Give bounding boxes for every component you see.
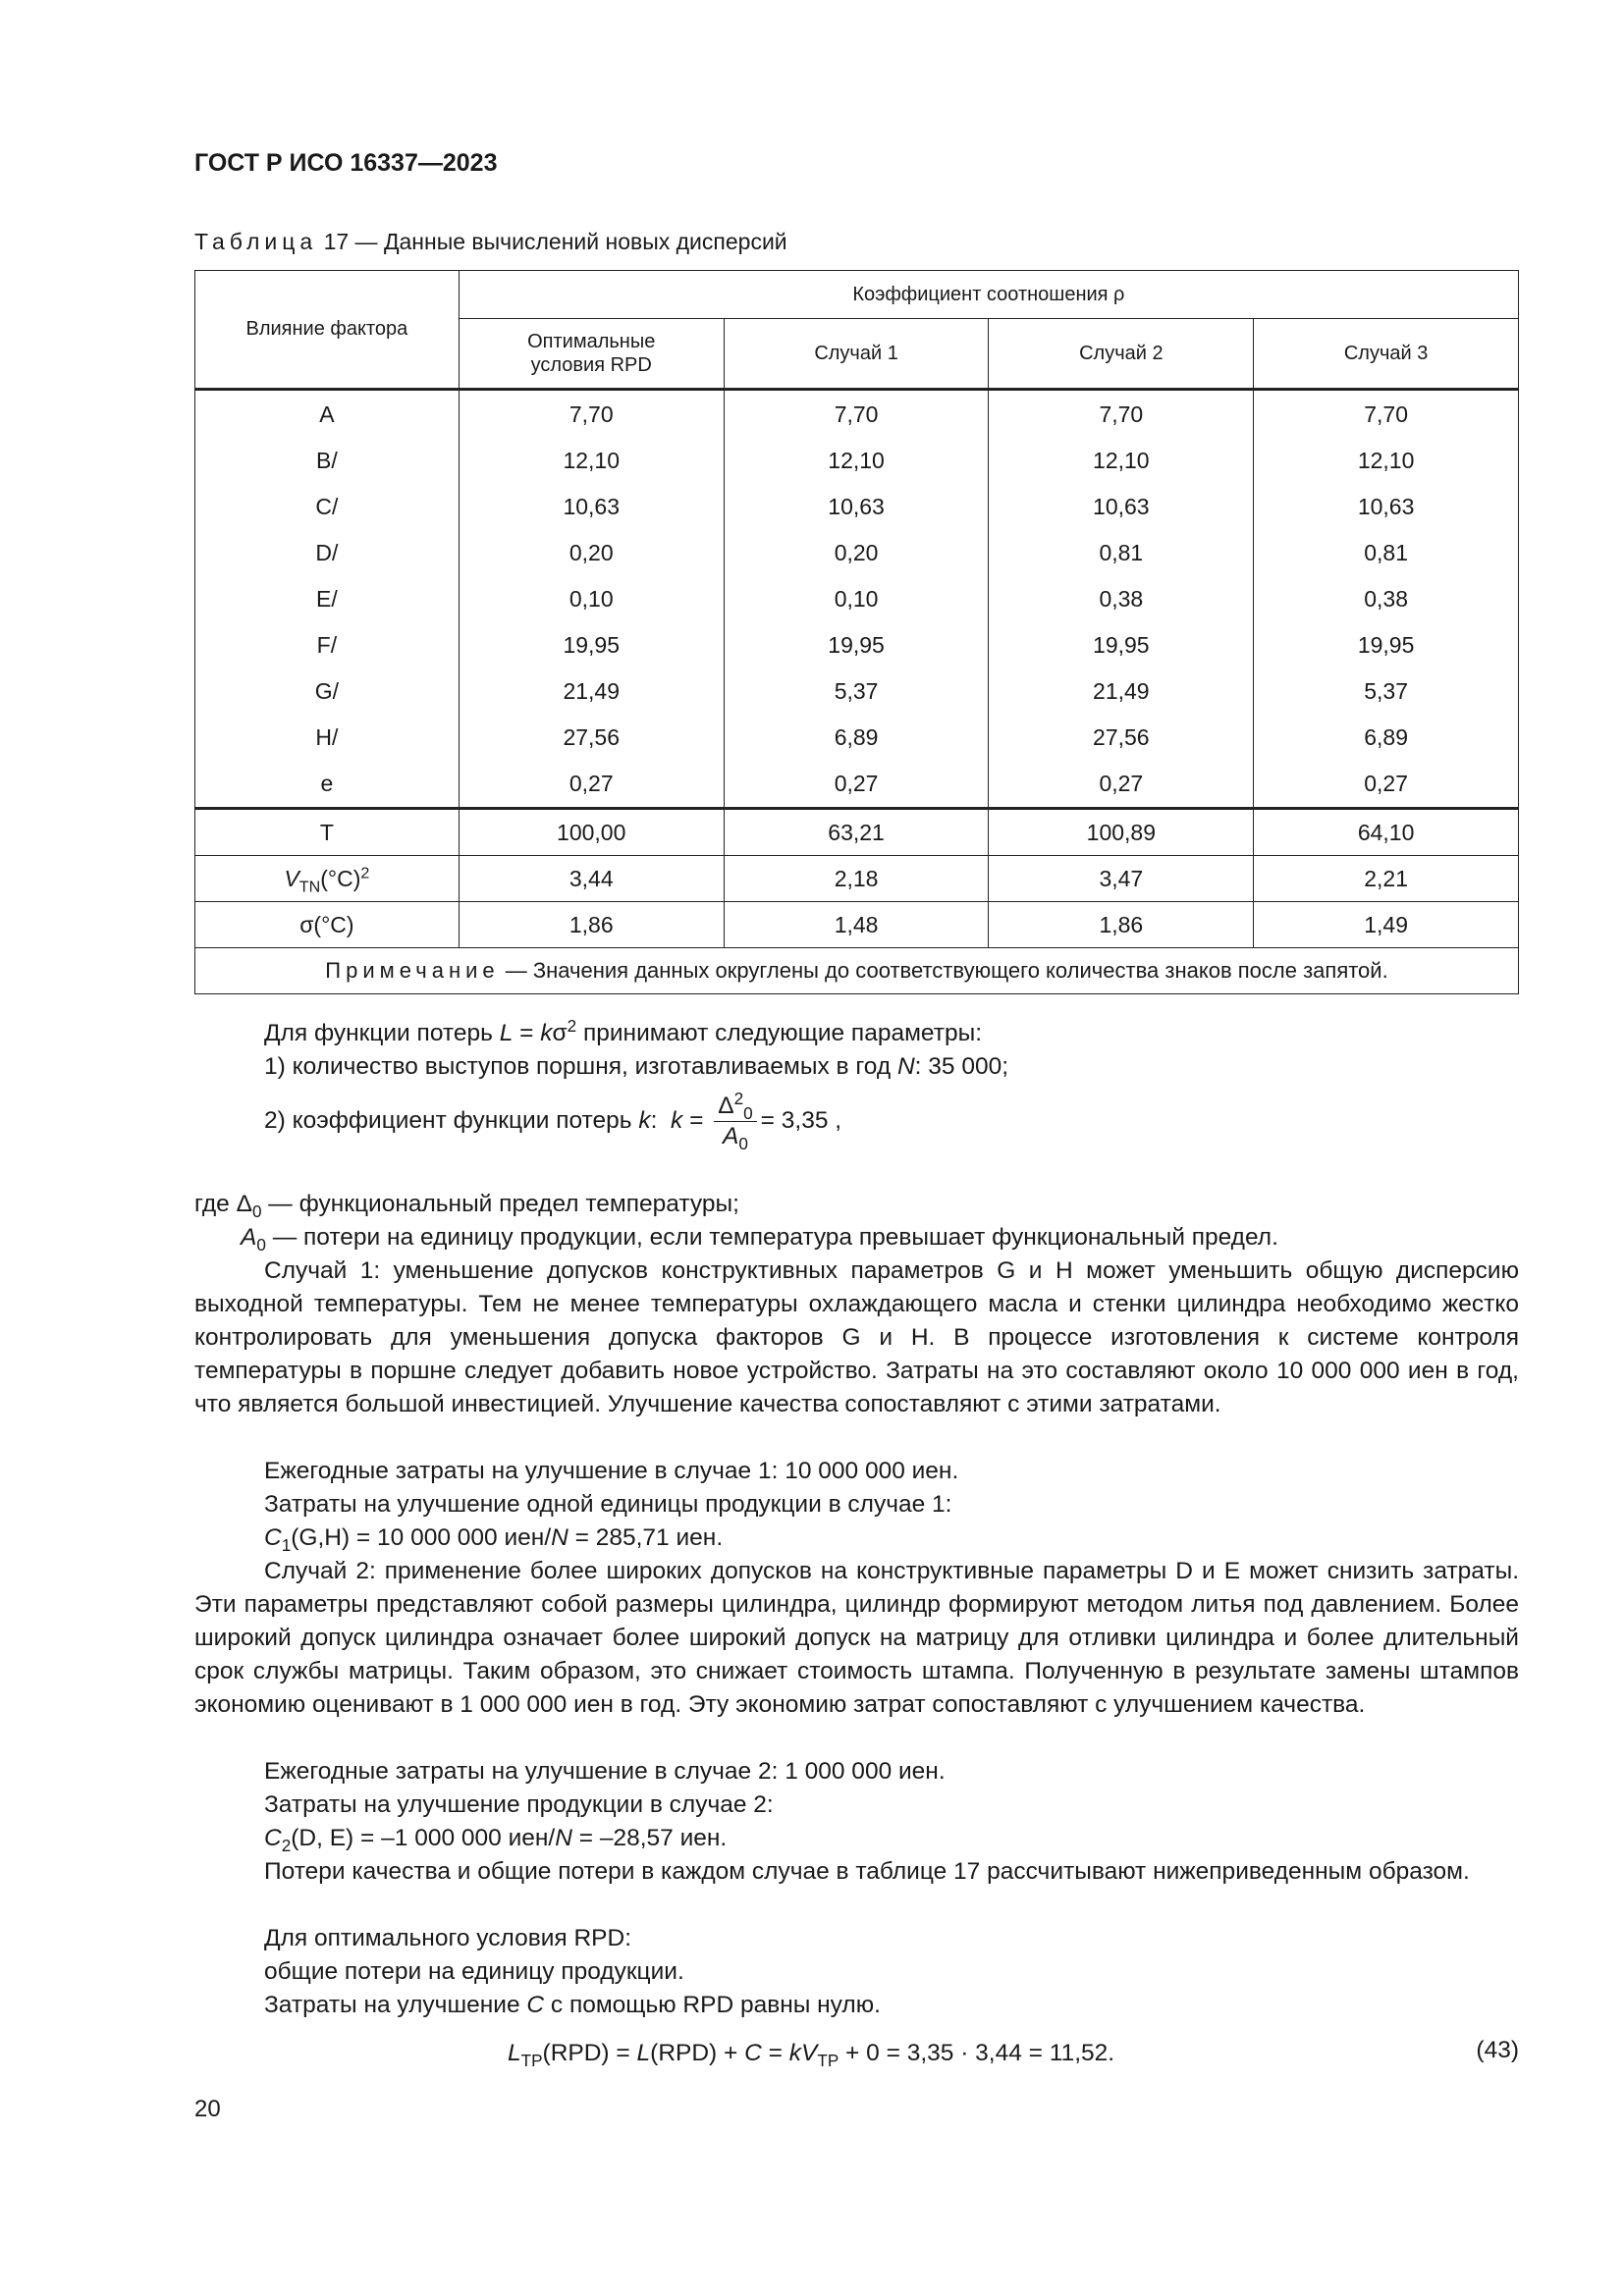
value-cell: 7,70 (1254, 390, 1519, 439)
value-cell: 1,49 (1254, 902, 1519, 948)
page-number: 20 (194, 2096, 221, 2122)
value-cell: 0,27 (1254, 761, 1519, 809)
value-cell: 10,63 (459, 484, 724, 530)
quality-loss-paragraph: Потери качества и общие потери в каждом случае в таблице 17 рассчитывают нижеприведенным образом. (264, 1858, 1470, 1885)
text-fragment: = (761, 2040, 789, 2066)
col-header-group: Коэффициент соотношения ρ (459, 271, 1518, 319)
value-cell: 1,86 (459, 902, 724, 948)
text-fragment: + 0 = 3,35 · 3,44 = 11,52. (839, 2040, 1115, 2066)
case2-unit-cost: Затраты на улучшение продукции в случае 2: (264, 1791, 774, 1818)
value-cell: 0,20 (459, 530, 724, 576)
value-cell: 12,10 (989, 438, 1254, 484)
col-header-case2: Случай 2 (989, 319, 1254, 390)
text-fragment: Для функции потерь (264, 1020, 500, 1046)
value-cell: 12,10 (459, 438, 724, 484)
table-row (195, 715, 1519, 761)
table-row-total (195, 809, 1519, 856)
value-cell: 7,70 (459, 390, 724, 439)
optimal-intro: Для оптимального условия RPD: (264, 1925, 632, 1951)
value-cell: 7,70 (989, 390, 1254, 439)
value-cell: 12,10 (1254, 438, 1519, 484)
table-row (195, 438, 1519, 484)
note-text: — Значения данных округлены до соответствующего количества знаков после запятой. (499, 958, 1388, 983)
text-fragment: = –28,57 иен. (571, 1825, 728, 1851)
value-cell: 0,81 (989, 530, 1254, 576)
value-cell: 6,89 (1254, 715, 1519, 761)
text-fragment: (RPD) = (542, 2040, 637, 2066)
factor-cell: F/ (195, 622, 460, 668)
text-fragment: = 3,35 , (760, 1106, 842, 1134)
param-item-2: 2) коэффициент функции потерь k: k = $\frac{\Delta^2_0}{A_0}$ = 3,35 , (264, 1088, 842, 1153)
case1-paragraph: Случай 1: уменьшение допусков конструктивных параметров G и H может уменьшить общую дисперсию выходной температуры. Тем не менее температуры охлаждающего масла и стенки цилиндра необходимо жестко контролировать для уменьшения допуска факторов G и H. В процессе изготовления к системе контроля температуры в поршне следует добавить новое устройство. Затраты на это составляют около 10 000 000 иен в год, что является большой инвестицией. Улучшение качества сопоставляют с этими затратами. (194, 1257, 1519, 1417)
value-cell: 0,38 (989, 576, 1254, 622)
case1-formula: $C_1(G,H) = 10$ 000 000 иен/N = 285,71 иен. (264, 1524, 724, 1555)
factor-cell: D/ (195, 530, 460, 576)
factor-cell: G/ (195, 668, 460, 715)
value-cell: 0,20 (724, 530, 989, 576)
factor-cell-vtn (195, 856, 460, 902)
table-caption-rest: 17 — Данные вычислений новых дисперсий (317, 229, 787, 254)
value-cell: 3,47 (989, 856, 1254, 902)
text-fragment: (G,H) = 10 000 000 иен/ (291, 1524, 552, 1551)
case2-paragraph: Случай 2: применение более широких допусков на конструктивные параметры D и E может снизить затраты. Эти параметры представляют собой размеры цилиндра, цилиндр формируют методом литья под давлением. Более широкий допуск цилиндра означает более широкий допуск на матрицу для отливки цилиндра и более длительный срок службы матрицы. Таким образом, это снижает стоимость штампа. Полученную в результате замены штампов экономию оценивают в 1 000 000 иен в год. Эту экономию затрат сопоставляют с улучшением качества. (194, 1558, 1519, 1718)
case1-annual-cost: Ежегодные затраты на улучшение в случае 1: 10 000 000 иен. (264, 1458, 959, 1484)
table-row (195, 622, 1519, 668)
value-cell: 12,10 (724, 438, 989, 484)
table-row (195, 668, 1519, 715)
factor-cell: T (195, 809, 460, 856)
k-fraction: $\frac{\Delta^2_0}{A_0}$ (714, 1092, 756, 1151)
param-item-1: 1) количество выступов поршня, изготавливаемых в год N: 35 000; (264, 1053, 1008, 1080)
text-fragment: 2) коэффициент функции потерь (264, 1106, 639, 1134)
equation-43: $L_{TP}(RPD) = L(RPD) + C = kV_{TP} + 0 = 3,35 \cdot 3,44 = 11,52$. (508, 2040, 1115, 2070)
value-cell: 3,44 (459, 856, 724, 902)
col-header-optimal-text: Оптимальные условия RPD (527, 331, 656, 376)
optimal-cost: Затраты на улучшение C с помощью RPD равны нулю. (264, 1992, 881, 2018)
text-fragment: — функциональный предел температуры; (261, 1191, 739, 1217)
table-caption (194, 229, 787, 255)
vtn-power: 2 (360, 863, 370, 881)
table-row (195, 761, 1519, 809)
value-cell: 27,56 (989, 715, 1254, 761)
factor-cell: E/ (195, 576, 460, 622)
table-row-variance (195, 856, 1519, 902)
case1-unit-cost: Затраты на улучшение одной единицы продукции в случае 1: (264, 1491, 952, 1518)
value-cell: 0,27 (459, 761, 724, 809)
text-fragment: принимают следующие параметры: (576, 1020, 982, 1046)
value-cell: 21,49 (989, 668, 1254, 715)
text-fragment: = 285,71 иен. (568, 1524, 724, 1551)
value-cell: 19,95 (459, 622, 724, 668)
table-row (195, 484, 1519, 530)
table-note-row (195, 948, 1519, 994)
value-cell: 0,81 (1254, 530, 1519, 576)
value-cell: 27,56 (459, 715, 724, 761)
table-row (195, 576, 1519, 622)
value-cell: 5,37 (1254, 668, 1519, 715)
document-header: ГОСТ Р ИСО 16337—2023 (194, 149, 498, 177)
value-cell: 0,10 (724, 576, 989, 622)
col-header-case3: Случай 3 (1254, 319, 1519, 390)
factor-cell: e (195, 761, 460, 809)
value-cell: 64,10 (1254, 809, 1519, 856)
value-cell: 0,38 (1254, 576, 1519, 622)
where-delta: где $\Delta_0$ — функциональный предел температуры; (194, 1191, 739, 1221)
value-cell: 19,95 (724, 622, 989, 668)
value-cell: 63,21 (724, 809, 989, 856)
dispersion-table (194, 270, 1519, 994)
text-fragment: — потери на единицу продукции, если температура превышает функциональный предел. (265, 1224, 1278, 1251)
value-cell: 100,89 (989, 809, 1254, 856)
vtn-subscript: TN (298, 878, 321, 896)
value-cell: 19,95 (989, 622, 1254, 668)
where-a0: $A_0$ — потери на единицу продукции, если температура превышает функциональный предел. (241, 1224, 1278, 1255)
text-fragment: : 35 000; (914, 1053, 1008, 1080)
text-fragment: (RPD) + (650, 2040, 745, 2066)
value-cell: 1,86 (989, 902, 1254, 948)
value-cell: 10,63 (1254, 484, 1519, 530)
factor-cell: H/ (195, 715, 460, 761)
value-cell: 10,63 (724, 484, 989, 530)
value-cell: 100,00 (459, 809, 724, 856)
value-cell: 6,89 (724, 715, 989, 761)
value-cell: 2,18 (724, 856, 989, 902)
value-cell: 10,63 (989, 484, 1254, 530)
col-header-case1: Случай 1 (724, 319, 989, 390)
value-cell: 0,27 (989, 761, 1254, 809)
col-header-optimal (459, 319, 724, 390)
table-caption-prefix: Таблица (194, 229, 318, 254)
text-fragment: (D, E) = –1 000 000 иен/ (291, 1825, 556, 1851)
case2-annual-cost: Ежегодные затраты на улучшение в случае 2: 1 000 000 иен. (264, 1758, 946, 1785)
loss-function-intro: Для функции потерь $L = k\sigma^2$ принимают следующие параметры: (264, 1015, 982, 1046)
table-row (195, 390, 1519, 439)
table-row (195, 530, 1519, 576)
value-cell: 1,48 (724, 902, 989, 948)
note-label: Примечание (325, 958, 500, 983)
text-fragment: Затраты на улучшение (264, 1992, 527, 2018)
value-cell: 0,27 (724, 761, 989, 809)
factor-cell: B/ (195, 438, 460, 484)
text-fragment: с помощью RPD равны нулю. (544, 1992, 881, 2018)
text-fragment: : (650, 1106, 658, 1134)
table-row-sigma (195, 902, 1519, 948)
case2-formula: $C_2(D$, E) = –1 000 000 иен/N = –28,57 иен. (264, 1825, 728, 1855)
value-cell: 7,70 (724, 390, 989, 439)
factor-cell: A (195, 390, 460, 439)
text-fragment: 1) количество выступов поршня, изготавливаемых в год (264, 1053, 897, 1080)
value-cell: 19,95 (1254, 622, 1519, 668)
factor-cell: C/ (195, 484, 460, 530)
value-cell: 21,49 (459, 668, 724, 715)
value-cell: 5,37 (724, 668, 989, 715)
optimal-total: общие потери на единицу продукции. (264, 1958, 684, 1985)
vtn-unit: (°C) (320, 865, 361, 891)
factor-cell: σ(°C) (195, 902, 460, 948)
col-header-factor: Влияние фактора (195, 271, 460, 390)
table-note (195, 948, 1519, 994)
value-cell: 2,21 (1254, 856, 1519, 902)
vtn-symbol: V (284, 865, 299, 891)
equation-number: (43) (1476, 2037, 1519, 2063)
value-cell: 0,10 (459, 576, 724, 622)
